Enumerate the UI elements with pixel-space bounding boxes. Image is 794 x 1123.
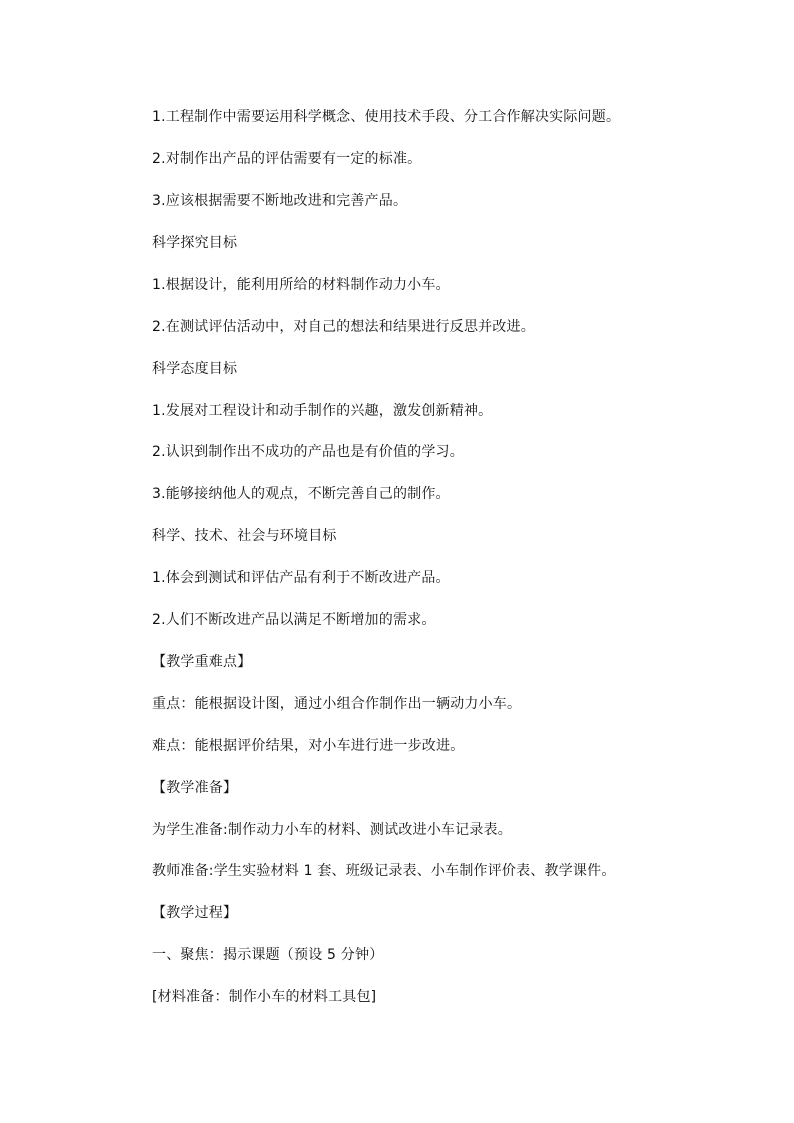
text-line: 一、聚焦：揭示课题（预设 5 分钟） [152,947,384,963]
section-heading: 【教学过程】 [152,905,238,921]
text-line: 2.在测试评估活动中，对自己的想法和结果进行反思并改进。 [152,319,535,335]
text-line: 为学生准备:制作动力小车的材料、测试改进小车记录表。 [152,822,512,838]
text-line: 3.能够接纳他人的观点，不断完善自己的制作。 [152,486,450,502]
text-line: [材料准备：制作小车的材料工具包] [152,989,377,1005]
text-line: 难点：能根据评价结果，对小车进行进一步改进。 [152,738,465,754]
text-line: 1.体会到测试和评估产品有利于不断改进产品。 [152,570,450,586]
section-heading: 科学、技术、社会与环境目标 [152,528,337,544]
section-heading: 【教学准备】 [152,780,238,796]
text-line: 教师准备:学生实验材料 1 套、班级记录表、小车制作评价表、教学课件。 [152,863,616,879]
section-heading: 科学态度目标 [152,361,238,377]
text-line: 1.工程制作中需要运用科学概念、使用技术手段、分工合作解决实际问题。 [152,109,621,125]
text-line: 重点：能根据设计图，通过小组合作制作出一辆动力小车。 [152,696,522,712]
text-line: 1.根据设计，能利用所给的材料制作动力小车。 [152,277,450,293]
text-line: 3.应该根据需要不断地改进和完善产品。 [152,193,408,209]
text-line: 1.发展对工程设计和动手制作的兴趣，激发创新精神。 [152,403,493,419]
section-heading: 【教学重难点】 [152,654,252,670]
section-heading: 科学探究目标 [152,235,238,251]
text-line: 2.对制作出产品的评估需要有一定的标准。 [152,151,422,167]
text-line: 2.人们不断改进产品以满足不断增加的需求。 [152,612,436,628]
text-line: 2.认识到制作出不成功的产品也是有价值的学习。 [152,444,464,460]
